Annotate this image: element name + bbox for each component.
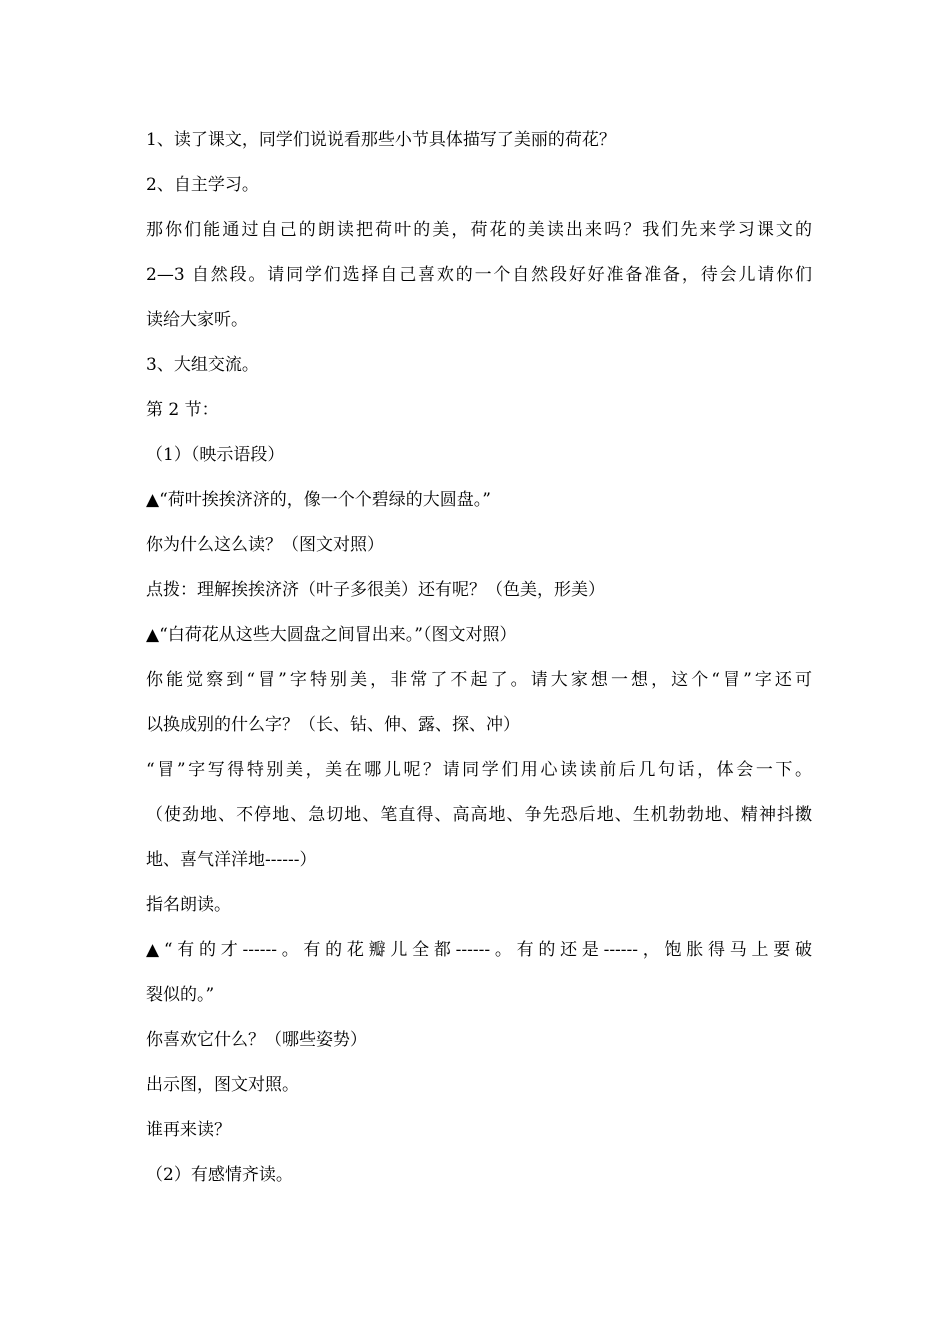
text-line: 你喜欢它什么？（哪些姿势） xyxy=(146,1030,367,1050)
text-line: 2、自主学习。 xyxy=(146,175,259,195)
text-line: ▲“有的才------。有的花瓣儿全都------。有的还是------，饱胀得马上要破 xyxy=(146,940,812,960)
text-line: 地、喜气洋洋地------） xyxy=(146,850,317,870)
text-line: 谁再来读？ xyxy=(146,1120,231,1140)
text-line: “冒”字写得特别美，美在哪儿呢？请同学们用心读读前后几句话，体会一下。 xyxy=(146,760,812,780)
text-line: ▲“白荷花从这些大圆盘之间冒出来。”（图文对照） xyxy=(146,625,517,645)
document-page xyxy=(146,124,812,1204)
text-line: 读给大家听。 xyxy=(146,310,248,330)
text-line: 你为什么这么读？（图文对照） xyxy=(146,535,384,555)
text-line: 1、读了课文，同学们说说看那些小节具体描写了美丽的荷花？ xyxy=(146,130,616,150)
text-line: 出示图，图文对照。 xyxy=(146,1075,299,1095)
text-line: 2—3 自然段。请同学们选择自己喜欢的一个自然段好好准备准备，待会儿请你们 xyxy=(146,265,812,285)
text-line: 你能觉察到“冒”字特别美，非常了不起了。请大家想一想，这个“冒”字还可 xyxy=(146,670,812,690)
text-line: 以换成别的什么字？（长、钻、伸、露、探、冲） xyxy=(146,715,520,735)
text-line: （2）有感情齐读。 xyxy=(146,1165,293,1185)
text-line: 点拨：理解挨挨济济（叶子多很美）还有呢？（色美，形美） xyxy=(146,580,605,600)
text-line: （1）（映示语段） xyxy=(146,445,285,465)
text-line: 第 2 节： xyxy=(146,400,219,420)
text-line: ▲“荷叶挨挨济济的，像一个个碧绿的大圆盘。” xyxy=(146,490,491,510)
text-line: （使劲地、不停地、急切地、笔直得、高高地、争先恐后地、生机勃勃地、精神抖擞 xyxy=(146,805,812,825)
text-line: 裂似的。” xyxy=(146,985,215,1005)
text-line: 指名朗读。 xyxy=(146,895,231,915)
text-line: 3、大组交流。 xyxy=(146,355,259,375)
text-line: 那你们能通过自己的朗读把荷叶的美，荷花的美读出来吗？我们先来学习课文的 xyxy=(146,220,812,240)
